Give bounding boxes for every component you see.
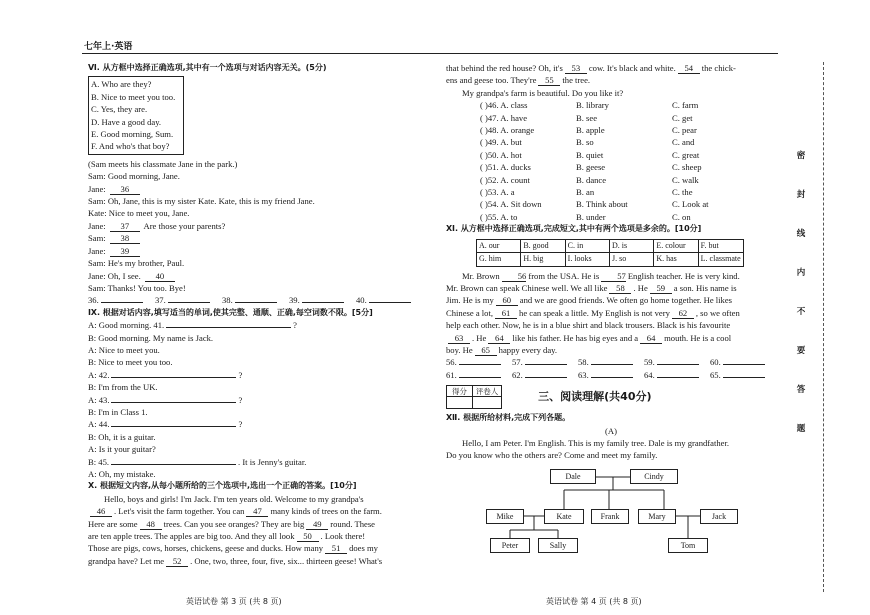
footer-right: 英语试卷 第 4 页 (共 8 页) — [546, 597, 642, 606]
tree-node-sally: Sally — [538, 538, 578, 553]
blank-52[interactable]: 52 — [166, 556, 188, 567]
option-f: F. And who's that boy? — [91, 141, 170, 152]
dialogue-line: Sam: Oh, Jane, this is my sister Kate. Kate, this is my friend Jane. — [88, 196, 315, 207]
blank-43[interactable] — [111, 402, 236, 403]
tree-node-tom: Tom — [668, 538, 708, 553]
blank-63[interactable]: 63 — [448, 333, 470, 344]
score-box: 得分 评卷人 — [446, 385, 502, 409]
blank-45[interactable] — [111, 464, 236, 465]
answer-blank[interactable] — [591, 364, 633, 365]
dialogue-line: Kate: Nice to meet you, Jane. — [88, 208, 190, 219]
tree-node-kate: Kate — [544, 509, 584, 524]
mc-question-46: ( )46. A. class B. library C. farm — [480, 100, 699, 111]
part-3-header — [446, 385, 776, 409]
blank-44[interactable] — [111, 426, 236, 427]
blank-49[interactable]: 49 — [306, 519, 328, 530]
answer-blank[interactable] — [525, 377, 567, 378]
dialogue-line: Sam: He's my brother, Paul. — [88, 258, 185, 269]
blank-36[interactable]: 36 — [110, 184, 140, 195]
dialogue-text: Are those your parents? — [141, 220, 226, 231]
blank-62[interactable]: 62 — [672, 308, 694, 319]
blank-40[interactable]: 40 — [145, 271, 175, 282]
blank-50[interactable]: 50 — [297, 531, 319, 542]
blank-51[interactable]: 51 — [325, 543, 347, 554]
answer-blank[interactable] — [235, 302, 277, 303]
blank-48[interactable]: 48 — [140, 519, 162, 530]
blank-39[interactable]: 39 — [110, 246, 140, 257]
mc-question-51: ( )51. A. ducks B. geese C. sheep — [480, 162, 702, 173]
header-rule — [82, 53, 778, 54]
answer-blank[interactable] — [459, 364, 501, 365]
passage-line: Hello, boys and girls! I'm Jack. I'm ten years old. Welcome to my grandpa's — [104, 493, 364, 504]
speaker: Jane: Oh, I see. — [88, 270, 143, 281]
grader-cell[interactable] — [473, 397, 501, 408]
section-12-title: Ⅻ. 根据所给材料,完成下列各题。 — [446, 413, 571, 423]
answer-blank[interactable] — [525, 364, 567, 365]
answer-blank[interactable] — [101, 302, 143, 303]
binding-side-text: 密 封 线 内 不 要 答 题 — [796, 151, 806, 434]
dialogue-line — [88, 232, 423, 244]
tree-node-peter: Peter — [490, 538, 530, 553]
blank-58[interactable]: 58 — [609, 283, 631, 294]
blank-47[interactable]: 47 — [246, 506, 268, 517]
tree-node-mike: Mike — [486, 509, 524, 524]
mc-question-50: ( )50. A. hot B. quiet C. great — [480, 149, 700, 160]
blank-56[interactable]: 56 — [502, 271, 527, 282]
dialogue-line — [88, 220, 423, 232]
blank-54[interactable]: 54 — [678, 63, 700, 74]
section-7-title: Ⅸ. 根据对话内容,填写适当的单词,使其完整、通顺、正确,每空词数不限。[5分] — [88, 307, 373, 317]
answer-blank[interactable] — [591, 377, 633, 378]
answer-row-61-65: 61. 62. 63. 64. 65. — [446, 369, 776, 381]
section-11-title: Ⅺ. 从方框中选择正确选项,完成短文,其中有两个选项是多余的。[10分] — [446, 224, 702, 234]
dialogue-line: Sam: Thanks! You too. Bye! — [88, 282, 186, 293]
page-header-title: 七年上·英语 — [84, 42, 133, 52]
tree-node-frank: Frank — [591, 509, 629, 524]
mc-question-49: ( )49. A. but B. so C. and — [480, 137, 695, 148]
blank-38[interactable]: 38 — [110, 233, 140, 244]
blank-61[interactable]: 61 — [495, 308, 517, 319]
blank-64[interactable]: 64 — [488, 333, 510, 344]
word-box: A. our B. good C. in D. is E. colour F. but G. him H. big I. looks J. so K. has L. classmate — [476, 239, 744, 267]
mc-question-55: ( )55. A. to B. under C. on — [480, 211, 691, 222]
tree-node-jack: Jack — [700, 509, 738, 524]
option-a: A. Who are they? — [91, 79, 152, 90]
option-b: B. Nice to meet you too. — [91, 91, 176, 102]
mc-question-48: ( )48. A. orange B. apple C. pear — [480, 125, 697, 136]
answer-blank[interactable] — [168, 302, 210, 303]
mc-question-54: ( )54. A. Sit down B. Think about C. Look at — [480, 199, 709, 210]
section-8-title: Ⅹ. 根据短文内容,从每小题所给的三个选项中,选出一个正确的答案。[10分] — [88, 481, 357, 491]
mc-question-47: ( )47. A. have B. see C. get — [480, 112, 693, 123]
option-c: C. Yes, they are. — [91, 104, 148, 115]
tree-node-mary: Mary — [638, 509, 676, 524]
mc-list — [446, 99, 776, 223]
blank-53[interactable]: 53 — [565, 63, 587, 74]
blank-42[interactable] — [111, 377, 236, 378]
mc-question-53: ( )53. A. a B. an C. the — [480, 187, 693, 198]
section-6-title: Ⅵ. 从方框中选择正确选项,其中有一个选项与对话内容无关。(5分) — [88, 63, 327, 72]
answer-blank[interactable] — [723, 377, 765, 378]
answer-blank[interactable] — [657, 377, 699, 378]
mc-question-52: ( )52. A. count B. dance C. walk — [480, 174, 699, 185]
part-3-title: 三、阅读理解(共40分) — [538, 389, 652, 403]
speaker: Jane: — [88, 220, 108, 231]
tree-node-dale: Dale — [550, 469, 596, 484]
blank-64b[interactable]: 64 — [640, 333, 662, 344]
score-cell[interactable] — [447, 397, 473, 408]
speaker: Jane: — [88, 245, 108, 256]
option-e: E. Good morning, Sum. — [91, 129, 174, 140]
options-box — [88, 76, 184, 154]
binding-dashed-line — [823, 62, 824, 592]
answer-row-36-40: 36. 37. 38. 39. 40. — [88, 294, 423, 306]
footer-left: 英语试卷 第 3 页 (共 8 页) — [186, 597, 282, 606]
tree-node-cindy: Cindy — [630, 469, 678, 484]
dialogue-intro: (Sam meets his classmate Jane in the park.) — [88, 158, 238, 169]
dialogue-line: Sam: Good morning, Jane. — [88, 171, 180, 182]
right-column: that behind the red house? Oh, it's 53 cow. It's black and white. 54 the chick- ens and geese too. They're 55 the tree. My grandpa's farm is beautiful. Do you like it? ( )46. A. class B. library C. farm ( )47. A. have B. see C. get ( )48. A. orange B. apple C. pear ( )49. A. but B. so C. and ( )50. A. hot B. quiet C. great ( )51. A. ducks B. geese C. sheep ( )52. A. count B. dance C. walk ( )53. A. a B. an C. the ( )54. A. Sit down B. Think about C. Look at ( )55. A. to B. under C. on Ⅺ. 从方框中选择正确选项,完成短文,其中有两个选项是多余的。[10分] A. our B. good C. in D. is E. colour F. but G. him H. big I. looks J. so K. has L. classmate Mr. Brown 56 from the USA. He is 57 English teacher. He is very kind. Mr. Brown can speak Chinese well. We all like 58 . He 59 a son. His name is Jim. He is my 60 and we are good friends. We often go home together. He likes Chinese a lot, 61 he can speak a little. My English is not very 62 , so we often help each other. Now, he is in a blue shirt and black trousers. Black is his favourite 63 . He 64 like his father. He has big eyes and a 64 mouth. He is a cool boy. He 65 happy every day. 56. 57. 58. 59. 60. 61. 62. 63. 64. 65. 得分 评卷人 三、阅读理解(共40分) Ⅻ. 根据所给材料,完成下列各题。 (A) Hello, I am Peter. I'm English. This is my family tree. Dale is my grandfather. Do you know who the others are? Come and meet my family. Dale Cindy Mike Kate Frank Mary Jack Peter Sally Tom — [446, 62, 776, 560]
answer-blank[interactable] — [369, 302, 411, 303]
option-d: D. Have a good day. — [91, 116, 162, 127]
passage-a-label: (A) — [605, 425, 617, 436]
blank-57[interactable]: 57 — [601, 271, 626, 282]
answer-row-56-60: 56. 57. 58. 59. 60. — [446, 356, 776, 368]
family-tree — [446, 464, 776, 560]
blank-55[interactable]: 55 — [538, 75, 560, 86]
answer-blank[interactable] — [657, 364, 699, 365]
answer-blank[interactable] — [723, 364, 765, 365]
blank-65[interactable]: 65 — [475, 345, 497, 356]
dialogue-line — [88, 183, 423, 195]
dialogue-line — [88, 270, 423, 282]
speaker: Sam: — [88, 233, 108, 244]
answer-blank[interactable] — [302, 302, 344, 303]
blank-60[interactable]: 60 — [496, 295, 518, 306]
blank-59[interactable]: 59 — [650, 283, 672, 294]
blank-46[interactable]: 46 — [90, 506, 112, 517]
blank-37[interactable]: 37 — [110, 221, 140, 232]
answer-blank[interactable] — [459, 377, 501, 378]
blank-41[interactable] — [166, 327, 291, 328]
speaker: Jane: — [88, 183, 108, 194]
dialogue-line — [88, 245, 423, 257]
left-column: Ⅵ. 从方框中选择正确选项,其中有一个选项与对话内容无关。(5分) A. Who are they? B. Nice to meet you too. C. Yes, they are. D. Have a good day. E. Good morning, Sum. F. And who's that boy? (Sam meets his classmate Jane in the park.) Sam: Good morning, Jane. Jane: 36 Sam: Oh, Jane, this is my sister Kate. Kate, this is my friend Jane. Kate: Nice to meet you, Jane. Jane: 37 Are those your parents? Sam: 38 Jane: 39 Sam: He's my brother, Paul. Jane: Oh, I see. 40 Sam: Thanks! You too. Bye! 36. 37. 38. 39. 40. Ⅸ. 根据对话内容,填写适当的单词,使其完整、通顺、正确,每空词数不限。[5分] A: Good morning. 41. ? B: Good morning. My name is Jack. A: Nice to meet you. B: Nice to meet you too. A: 42. ? B: I'm from the UK. A: 43. ? B: I'm in Class 1. A: 44. ? B: Oh, it is a guitar. A: Is it your guitar? B: 45. . It is Jenny's guitar. A: Oh, my mistake. Ⅹ. 根据短文内容,从每小题所给的三个选项中,选出一个正确的答案。[10分] Hello, boys and girls! I'm Jack. I'm ten years old. Welcome to my grandpa's 46 . Let's visit the farm together. You can 47 many kinds of trees on the farm. Here are some 48 trees. Can you see oranges? They are big 49 round. These are ten apple trees. The apples are big too. And they all look 50 . Look there! Those are pigs, cows, horses, chickens, geese and ducks. How many 51 does my grandpa have? Let me 52 . One, two, three, four, five, six... thirteen geese! What's — [88, 62, 423, 567]
